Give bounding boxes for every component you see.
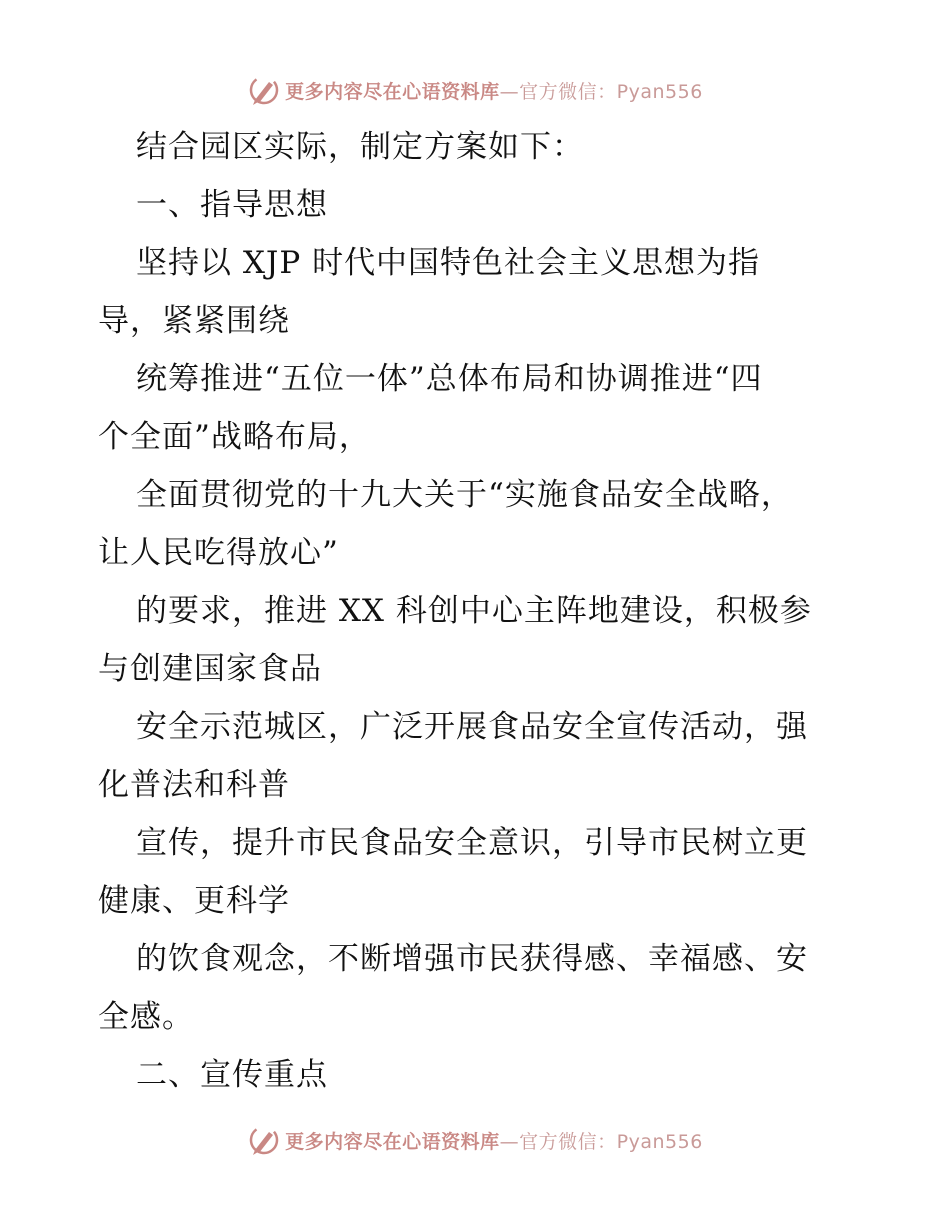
watermark-contact: 官方微信：Pyan556 <box>519 1130 703 1153</box>
watermark-brand: 更多内容尽在心语资料库 <box>285 1130 500 1153</box>
pen-circle-logo-icon <box>247 73 281 107</box>
watermark-brand: 更多内容尽在心语资料库 <box>285 80 500 103</box>
watermark-text <box>285 77 703 104</box>
text-line: 导，紧紧围绕 <box>98 303 290 339</box>
text-line: 让人民吃得放心” <box>98 535 339 571</box>
text-line: 二、宣传重点 <box>136 1057 328 1093</box>
text-line: 宣传，提升市民食品安全意识，引导市民树立更 <box>136 825 808 861</box>
text-line: 化普法和科普 <box>98 767 290 803</box>
document-body <box>98 118 858 1104</box>
pen-circle-logo-icon <box>247 1123 281 1157</box>
text-line: 的要求，推进 XX 科创中心主阵地建设，积极参 <box>136 593 812 629</box>
footer-watermark <box>0 1120 950 1160</box>
text-line: 全面贯彻党的十九大关于“实施食品安全战略， <box>136 477 793 513</box>
text-line: 与创建国家食品 <box>98 651 322 687</box>
text-line: 坚持以 XJP 时代中国特色社会主义思想为指 <box>136 245 761 281</box>
text-line: 一、指导思想 <box>136 187 328 223</box>
text-line: 个全面”战略布局， <box>98 419 371 455</box>
text-line: 的饮食观念，不断增强市民获得感、幸福感、安 <box>136 941 808 977</box>
text-line: 安全示范城区，广泛开展食品安全宣传活动，强 <box>136 709 808 745</box>
watermark-contact: 官方微信：Pyan556 <box>519 80 703 103</box>
watermark-text <box>285 1127 703 1154</box>
text-line: 全感。 <box>98 999 194 1035</box>
header-watermark <box>0 70 950 110</box>
watermark-dash: — <box>499 1130 520 1153</box>
text-line: 统筹推进“五位一体”总体布局和协调推进“四 <box>136 361 763 397</box>
text-line: 结合园区实际，制定方案如下： <box>136 129 584 165</box>
text-line: 健康、更科学 <box>98 883 290 919</box>
watermark-dash: — <box>499 80 520 103</box>
